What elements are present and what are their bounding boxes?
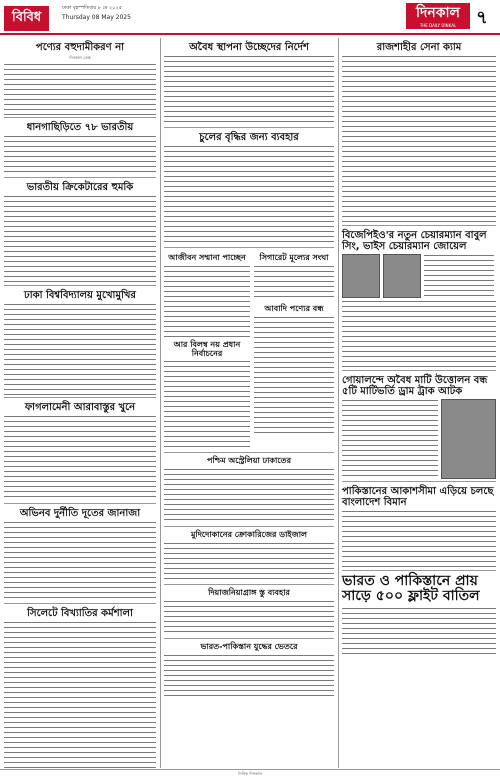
divider: [4, 177, 156, 178]
divider: [164, 452, 334, 453]
article-text: [4, 195, 156, 283]
article-block: [164, 250, 250, 450]
article-text: [342, 399, 438, 479]
headline: দিয়াজনিয়াগ্রাঙ্গ স্তু ব্যবহার: [208, 587, 290, 597]
headline: আর বিলম্ব নয় প্রধান নির্বাচনের: [173, 339, 241, 358]
divider: [164, 526, 334, 527]
article-text: [4, 521, 156, 601]
page-number: ৭: [476, 7, 488, 28]
column-divider: [338, 38, 339, 768]
news-photo: [441, 399, 496, 479]
divider: [342, 370, 496, 371]
divider: [4, 117, 156, 118]
article-row: [164, 250, 334, 450]
logo-subtitle: THE DAILY DINKAL: [419, 23, 457, 28]
issue-line: ঢাকা বৃহস্পতিবার ৮ মে ২০২৫: [62, 5, 122, 11]
article-block: [254, 250, 334, 450]
newspaper-logo: [406, 3, 470, 29]
headline: বিজেপিইও'র নতুন চেয়ারম্যান বাবুল সিং, ভাইস চেয়ারম্যান জোয়েল: [342, 230, 487, 252]
column-left: [4, 38, 156, 771]
article-text: [4, 415, 156, 501]
divider: [342, 481, 496, 482]
date-english: Thursday 08 May 2025: [62, 14, 131, 21]
column-divider: [160, 38, 161, 768]
headline: গোয়ালন্দে অবৈধ মাটি উত্তোলন বন্ধ ৫টি মাটিভর্তি ড্রাম ট্রাক আটক: [342, 375, 488, 397]
article-text: [164, 360, 250, 450]
divider: [164, 584, 334, 585]
article-text: [4, 63, 156, 115]
logo-text: দিনকাল: [415, 5, 460, 21]
headline: ভারত-পাকিস্তান যুদ্ধের ভেতরে: [200, 641, 298, 651]
article-row: [342, 399, 496, 479]
byline: দিনকাল ডেস্ক: [69, 55, 91, 60]
column-right: [342, 38, 496, 657]
divider: [342, 570, 496, 571]
article-text: [4, 135, 156, 175]
article-text: [164, 145, 334, 245]
divider: [164, 638, 334, 639]
headline: ধানগাছিড়িতে ৭৮ ভারতীয়: [26, 122, 134, 133]
headline: অবৈধ স্থাপনা উচ্ছেদের নির্দেশ: [189, 42, 309, 53]
headline: পাকিস্তানের আকাশসীমা এড়িয়ে চলছে বাংলাদেশ বিমান: [342, 486, 494, 508]
divider: [4, 503, 156, 504]
article-text: [164, 55, 334, 125]
article-text: [164, 600, 334, 636]
divider: [164, 127, 334, 128]
headline: চুলের বৃদ্ধির জন্য ব্যবহার: [199, 132, 299, 143]
article-text: [4, 303, 156, 395]
column-middle: [164, 38, 334, 698]
article-text: [342, 300, 496, 368]
headline: মুদিদোকানের ক্রোকারিজের ডাইজাল: [191, 530, 307, 540]
article-text: [164, 542, 334, 582]
article-text: [342, 607, 496, 657]
section-tag: বিবিধ: [4, 6, 49, 31]
headline: ঢাকা বিশ্ববিদ্যালয় মুখোমুখির: [24, 290, 136, 301]
masthead: [0, 0, 500, 34]
article-text: [342, 510, 496, 568]
portrait-photo: [342, 254, 380, 298]
article-text: [164, 654, 334, 698]
article-text: [342, 55, 496, 223]
headline: আজীবন সম্মানা পাচ্ছেন: [168, 253, 246, 262]
headline: আবাদি পণ্যের বন্ধ: [264, 303, 324, 313]
portrait-photo: [383, 254, 421, 298]
page-footer: দৈনিক দিনকাল: [0, 769, 500, 777]
headline-large: ভারত ও পাকিস্তানে প্রায় সাড়ে ৫০০ ফ্লাইট বাতিল: [342, 573, 480, 605]
header-rule: [0, 33, 500, 35]
headline: সিগারেট মূল্যের সংঘা: [259, 253, 329, 262]
article-text: [4, 621, 156, 771]
divider: [164, 247, 334, 248]
headline: সিলেটে বিখ্যাতির কর্মশালা: [27, 608, 133, 619]
headline: রাজশাহীর সেনা ক্যাম: [376, 42, 462, 53]
headline: অভিনব দুর্নীতি দূতের জানাজা: [19, 508, 141, 519]
divider: [4, 285, 156, 286]
article-text: [254, 316, 334, 434]
article-text: [164, 265, 250, 337]
divider: [342, 225, 496, 226]
article-row: [342, 254, 496, 298]
article-text: [164, 468, 334, 524]
headline: ভারতীয় ক্রিকেটারের হুমকি: [26, 182, 134, 193]
headline: পশ্চিম অস্ট্রেলিয়া ঢাকাতের: [207, 456, 291, 466]
article-text: [254, 265, 334, 301]
divider: [4, 397, 156, 398]
article-text: [424, 254, 494, 298]
divider: [4, 603, 156, 604]
headline: পণ্যের বহুদামীকরণ না: [35, 42, 125, 53]
headline: ফাগলামেনী আরাবাস্তুর খুনে: [24, 402, 136, 413]
